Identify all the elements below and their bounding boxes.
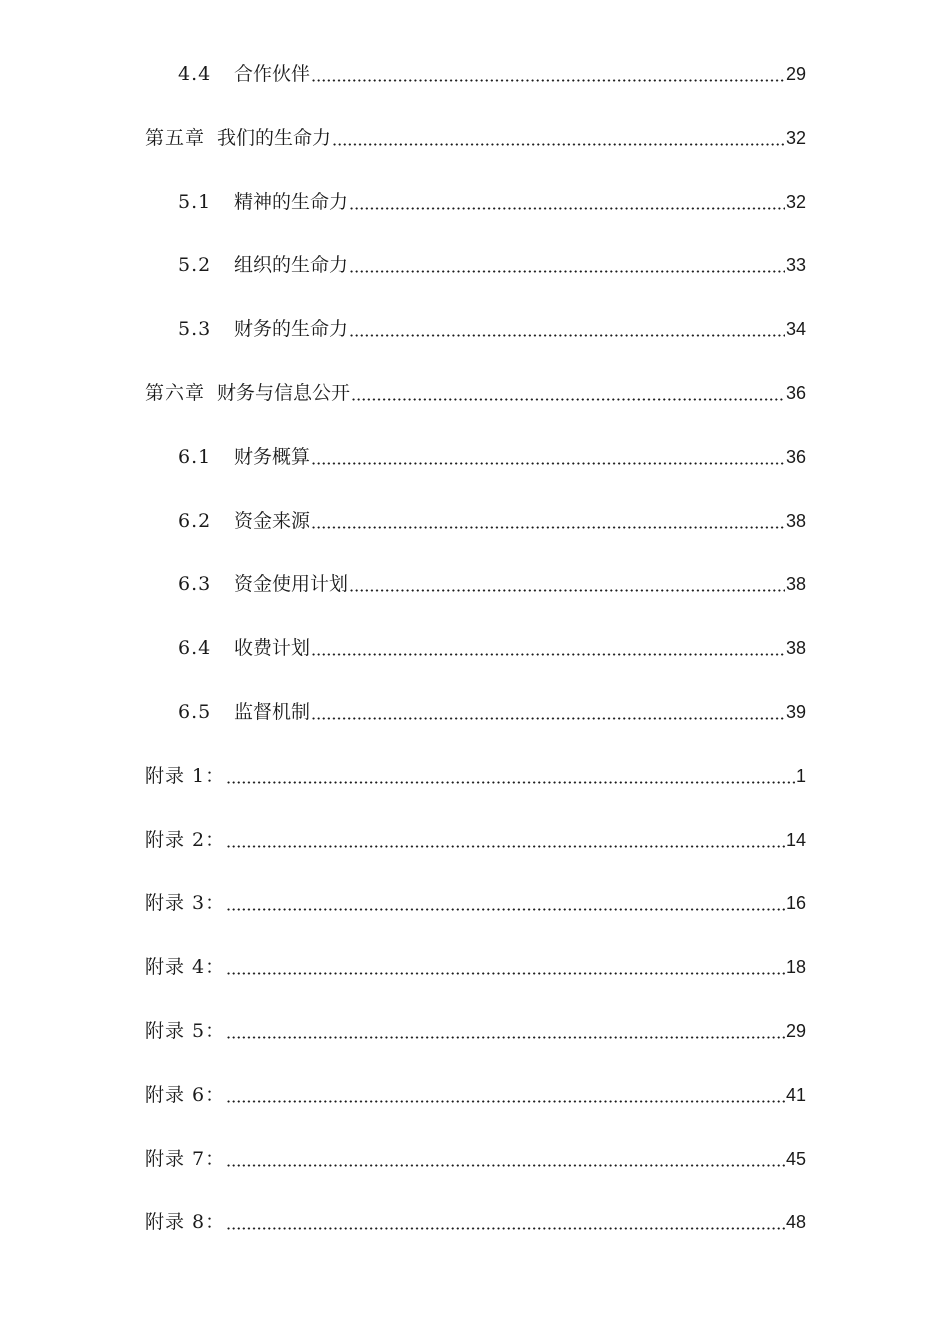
- toc-entry[interactable]: [145, 822, 806, 852]
- toc-entry-title: 财务的生命力: [234, 318, 349, 341]
- toc-dot-leader: [311, 717, 785, 720]
- toc-entry[interactable]: [145, 1013, 806, 1043]
- toc-entry[interactable]: [145, 1077, 806, 1107]
- toc-entry-number: 附录 8：: [145, 1211, 226, 1234]
- toc-entry-number: 4.4: [178, 63, 212, 85]
- toc-entry[interactable]: [145, 375, 806, 405]
- toc-page-number: 36: [785, 446, 806, 467]
- toc-page-number: 1: [795, 765, 806, 786]
- toc-dot-leader: [349, 207, 785, 210]
- toc-page-number: 48: [785, 1212, 806, 1233]
- toc-page-number: 38: [785, 574, 806, 595]
- toc-entry-number: 附录 6：: [145, 1083, 226, 1106]
- toc-dot-leader: [349, 334, 785, 337]
- toc-page-number: 29: [785, 1021, 806, 1041]
- toc-entry-title: 资金使用计划: [234, 573, 349, 596]
- toc-entry[interactable]: [178, 566, 806, 596]
- toc-page-number: 34: [785, 319, 806, 340]
- toc-entry[interactable]: [145, 1141, 806, 1171]
- toc-page-number: 32: [785, 191, 806, 212]
- toc-dot-leader: [349, 589, 785, 592]
- toc-entry[interactable]: [178, 247, 806, 277]
- toc-entry[interactable]: [178, 184, 806, 214]
- toc-entry-title: 监督机制: [234, 701, 311, 723]
- toc-entry[interactable]: [178, 630, 806, 660]
- toc-entry-title: 我们的生命力: [217, 126, 332, 149]
- toc-entry-title: 精神的生命力: [234, 190, 349, 213]
- toc-entry-title: 组织的生命力: [234, 254, 349, 277]
- toc-page-number: 38: [785, 638, 806, 659]
- toc-page-number: 36: [785, 383, 806, 403]
- toc-dot-leader: [226, 908, 785, 911]
- toc-entry-number: 5.1: [178, 190, 212, 213]
- toc-dot-leader: [311, 462, 785, 465]
- toc-entry[interactable]: [145, 885, 806, 915]
- toc-page-number: 33: [785, 255, 806, 276]
- toc-dot-leader: [226, 1164, 785, 1167]
- toc-entry[interactable]: [178, 694, 806, 724]
- toc-dot-leader: [226, 1100, 785, 1103]
- toc-entry-title: 合作伙伴: [234, 63, 311, 85]
- toc-entry[interactable]: [145, 120, 806, 150]
- toc-page-number: 29: [785, 64, 806, 84]
- toc-entry-number: 第五章: [145, 126, 206, 149]
- toc-dot-leader: [332, 143, 785, 146]
- toc-entry-number: 附录 3：: [145, 892, 226, 915]
- toc-entry-number: 6.2: [178, 509, 212, 532]
- toc-entry[interactable]: [145, 949, 806, 979]
- toc-entry-number: 6.1: [178, 445, 212, 468]
- toc-entry[interactable]: [178, 56, 806, 86]
- toc-page-number: 38: [785, 510, 806, 531]
- toc-page-number: 32: [785, 127, 806, 148]
- toc-page-number: 18: [785, 957, 806, 978]
- toc-entry-number: 6.5: [178, 701, 212, 723]
- toc-entry-number: 6.4: [178, 637, 212, 660]
- toc-dot-leader: [349, 270, 785, 273]
- toc-page-number: 39: [785, 702, 806, 722]
- toc-entry-number: 6.3: [178, 573, 212, 596]
- toc-dot-leader: [226, 1227, 785, 1230]
- toc-dot-leader: [311, 526, 785, 529]
- toc-dot-leader: [311, 79, 785, 82]
- toc-dot-leader: [226, 1036, 785, 1039]
- toc-entry[interactable]: [145, 1204, 806, 1234]
- toc-entry[interactable]: [145, 758, 806, 788]
- toc-dot-leader: [226, 845, 785, 848]
- toc-entry-title: 财务概算: [234, 445, 311, 468]
- toc-entry[interactable]: [178, 503, 806, 533]
- toc-dot-leader: [351, 398, 785, 401]
- toc-dot-leader: [311, 653, 785, 656]
- toc-entry-number: 附录 7：: [145, 1147, 226, 1170]
- toc-entry[interactable]: [178, 439, 806, 469]
- toc-entry-number: 附录 2：: [145, 828, 226, 851]
- toc-entry-number: 第六章: [145, 382, 206, 404]
- toc-page-number: 16: [785, 893, 806, 914]
- toc-page-number: 45: [785, 1148, 806, 1169]
- toc-entry-number: 5.2: [178, 254, 212, 277]
- toc-dot-leader: [226, 972, 785, 975]
- toc-entry-number: 附录 1：: [145, 764, 226, 787]
- toc-entry-number: 5.3: [178, 318, 212, 341]
- toc-entry-title: 收费计划: [234, 637, 311, 660]
- toc-dot-leader: [226, 781, 795, 784]
- toc-page-number: 14: [785, 829, 806, 850]
- toc-entry-number: 附录 4：: [145, 956, 226, 979]
- toc-entry-title: 财务与信息公开: [217, 382, 351, 404]
- toc-page-number: 41: [785, 1084, 806, 1105]
- toc-entry-number: 附录 5：: [145, 1020, 226, 1042]
- toc-entry-title: 资金来源: [234, 509, 311, 532]
- toc-entry[interactable]: [178, 311, 806, 341]
